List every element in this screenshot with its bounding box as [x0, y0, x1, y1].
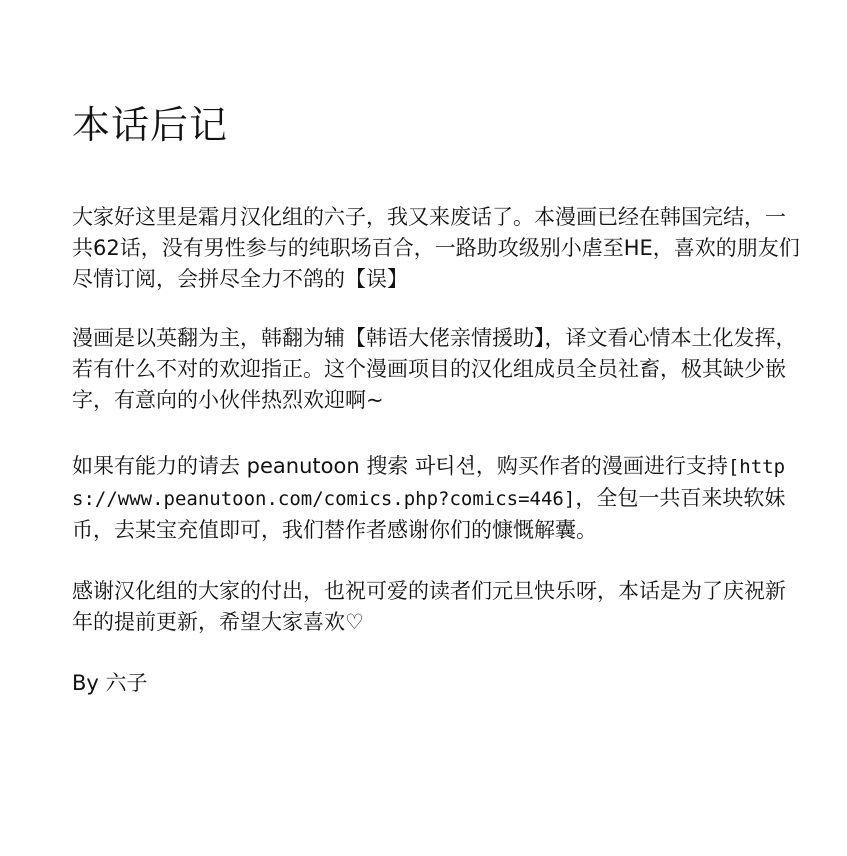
- paragraph-support: [72, 451, 802, 546]
- paragraph-translation-note: 漫画是以英翻为主，韩翻为辅【韩语大佬亲情援助】，译文看心情本土化发挥，若有什么不对的欢迎指正。这个漫画项目的汉化组成员全员社畜，极其缺少嵌字，有意向的小伙伴热烈欢迎啊~: [72, 326, 797, 412]
- support-text-before: 如果有能力的请去 peanutoon 搜索 파티션，购买作者的漫画进行支持: [72, 454, 728, 478]
- comics-link[interactable]: [https://www.peanutoon.com/comics.php?comics=446]: [72, 456, 786, 510]
- support-text-after: ，全包一共百来块软妹币，去某宝充值即可，我们替作者感谢你们的慷慨解囊。: [72, 486, 786, 542]
- page-title: 本话后记: [72, 103, 229, 147]
- paragraph-thanks: 感谢汉化组的大家的付出，也祝可爱的读者们元旦快乐呀，本话是为了庆祝新年的提前更新，希望大家喜欢♡: [72, 579, 786, 634]
- signature: By 六子: [72, 671, 148, 695]
- paragraph-intro: 大家好这里是霜月汉化组的六子，我又来废话了。本漫画已经在韩国完结，一共62话，没有男性参与的纯职场百合，一路助攻级别小虐至HE，喜欢的朋友们尽情订阅，会拼尽全力不鸽的【误】: [72, 205, 800, 291]
